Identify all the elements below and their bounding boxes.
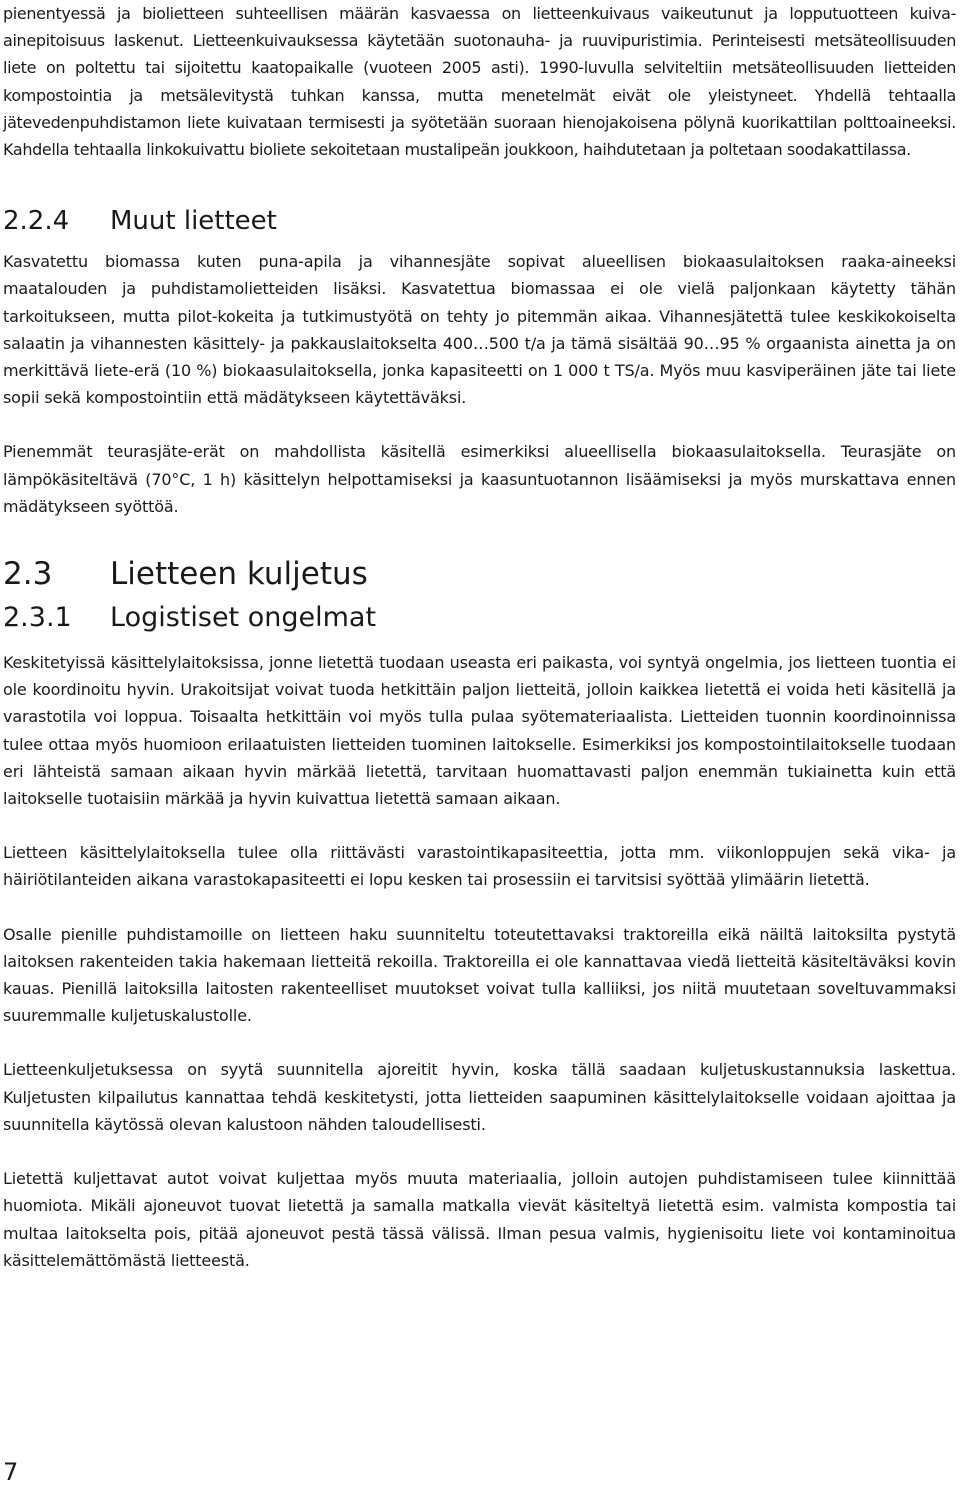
logistiset-paragraph-4: Lietteenkuljetuksessa on syytä suunnitella ajoreitit hyvin, koska tällä saadaan kuljetuskustannuksia laskettua. Kuljetusten kilpailutus kannattaa tehdä keskitetysti, jotta lietteiden saapuminen käsittelylaitokselle voidaan ajoittaa ja suunnitella käytössä olevan kalustoon nähden taloudellisesti. — [3, 1060, 956, 1134]
muut-lietteet-paragraph-1: Kasvatettu biomassa kuten puna-apila ja vihannesjäte sopivat alueellisen biokaasulaitoksen raaka-aineeksi maatalouden ja puhdistamolietteiden lisäksi. Kasvatettua biomassaa ei ole vielä paljonkaan käytetty tähän tarkoitukseen, mutta pilot-kokeita ja tutkimustyötä on tehty jo pitemmän aikaa. Vihannesjätettä tulee keskikokoiselta salaatin ja vihannesten käsittely- ja pakkauslaitokselta 400…500 t/a ja tämä sisältää 90…95 % orgaanista ainetta ja on merkittävä liete-erä (10 %) biokaasulaitoksella, jonka kapasiteetti on 1 000 t TS/a. Myös muu kasviperäinen jäte tai liete sopii sekä kompostointiin että mädätykseen käytettäväksi. — [3, 252, 956, 408]
logistiset-paragraph-5: Lietettä kuljettavat autot voivat kuljettaa myös muuta materiaalia, jolloin autojen puhdistamiseen tulee kiinnittää huomiota. Mikäli ajoneuvot tuovat lietettä ja samalla matkalla vievät käsiteltyä lietettä esim. valmista kompostia tai multaa laitokselta pois, pitää ajoneuvot pestä tässä välissä. Ilman pesua valmis, hygienisoitu liete voi kontaminoitua käsittelemättömästä lietteestä. — [3, 1169, 956, 1270]
heading-2-3-1 — [3, 601, 956, 635]
heading-title: Logistiset ongelmat — [110, 602, 377, 634]
heading-2-2-4 — [3, 204, 956, 238]
page-number: 7 — [3, 1458, 19, 1486]
heading-title: Lietteen kuljetus — [110, 556, 368, 593]
logistiset-paragraph-1: Keskitetyissä käsittelylaitoksissa, jonne lietettä tuodaan useasta eri paikasta, voi syntyä ongelmia, jos lietteen tuontia ei ole koordinoitu hyvin. Urakoitsijat voivat tuoda hetkittäin paljon lietteitä, jolloin kaikkea lietettä ei voida heti käsitellä ja varastotila voi loppua. Toisaalta hetkittäin voi myös tulla pulaa syötemateriaalista. Lietteiden tuonnin koordinoinnissa tulee ottaa myös huomioon erilaatuisten lietteiden tuominen laitokselle. Esimerkiksi jos kompostointilaitokselle tuodaan eri lähteistä samaan aikaan hyvin märkää lietettä, tarvitaan huomattavasti paljon enemmän tukiainetta kuin että laitokselle tuotaisiin märkää ja hyvin kuivattua lietettä samaan aikaan. — [3, 653, 956, 809]
logistiset-paragraph-3: Osalle pienille puhdistamoille on lietteen haku suunniteltu toteutettavaksi traktoreilla eikä näiltä laitoksilta pystytä laitoksen rakenteiden takia hakemaan lietteitä rekoilla. Traktoreilla ei ole kannattavaa viedä lietteitä käsiteltäväksi kovin kauas. Pienillä laitoksilla laitosten rakenteelliset muutokset voivat tulla kalliiksi, jos niitä muutetaan soveltuvammaksi suuremmalle kuljetuskalustolle. — [3, 924, 956, 1026]
logistiset-paragraph-2: Lietteen käsittelylaitoksella tulee olla riittävästi varastointikapasiteettia, jotta mm. viikonloppujen sekä vika- ja häiriötilanteiden aikana varastokapasiteetti ei lopu kesken tai prosessiin ei tarvitsisi syöttää ylimäärin lietettä. — [3, 843, 956, 890]
intro-paragraph: pienentyessä ja biolietteen suhteellisen määrän kasvaessa on lietteenkuivaus vaikeutunut ja lopputuotteen kuiva-ainepitoisuus laskenut. Lietteenkuivauksessa käytetään suotonauha- ja ruuvipuristimia. Perinteisesti metsäteollisuuden liete on poltettu tai sijoitettu kaatopaikalle (vuoteen 2005 asti). 1990-luvulla selviteltiin metsäteollisuuden lietteiden kompostointia ja metsälevitystä tuhkan kanssa, mutta menetelmät eivät ole yleistyneet. Yhdellä tehtaalla jätevedenpuhdistamon liete kuivataan termisesti ja syötetään suoraan hienojakoisena pölynä kuorikattilan polttoaineeksi. Kahdella tehtaalla linkokuivattu bioliete sekoitetaan mustalipeän joukkoon, haihdutetaan ja poltetaan soodakattilassa. — [3, 4, 956, 160]
heading-number: 2.3 — [3, 556, 53, 593]
heading-2-3 — [3, 554, 956, 594]
document-page — [3, 0, 956, 1274]
muut-lietteet-paragraph-2: Pienemmät teurasjäte-erät on mahdollista käsitellä esimerkiksi alueellisella biokaasulaitoksella. Teurasjäte on lämpökäsiteltävä (70°C, 1 h) käsittelyn helpottamiseksi ja kaasuntuotannon lisäämiseksi ja myös murskattava ennen mädätykseen syöttöä. — [3, 442, 956, 516]
heading-title: Muut lietteet — [110, 206, 277, 237]
heading-number: 2.3.1 — [3, 602, 72, 634]
heading-number: 2.2.4 — [3, 206, 70, 237]
